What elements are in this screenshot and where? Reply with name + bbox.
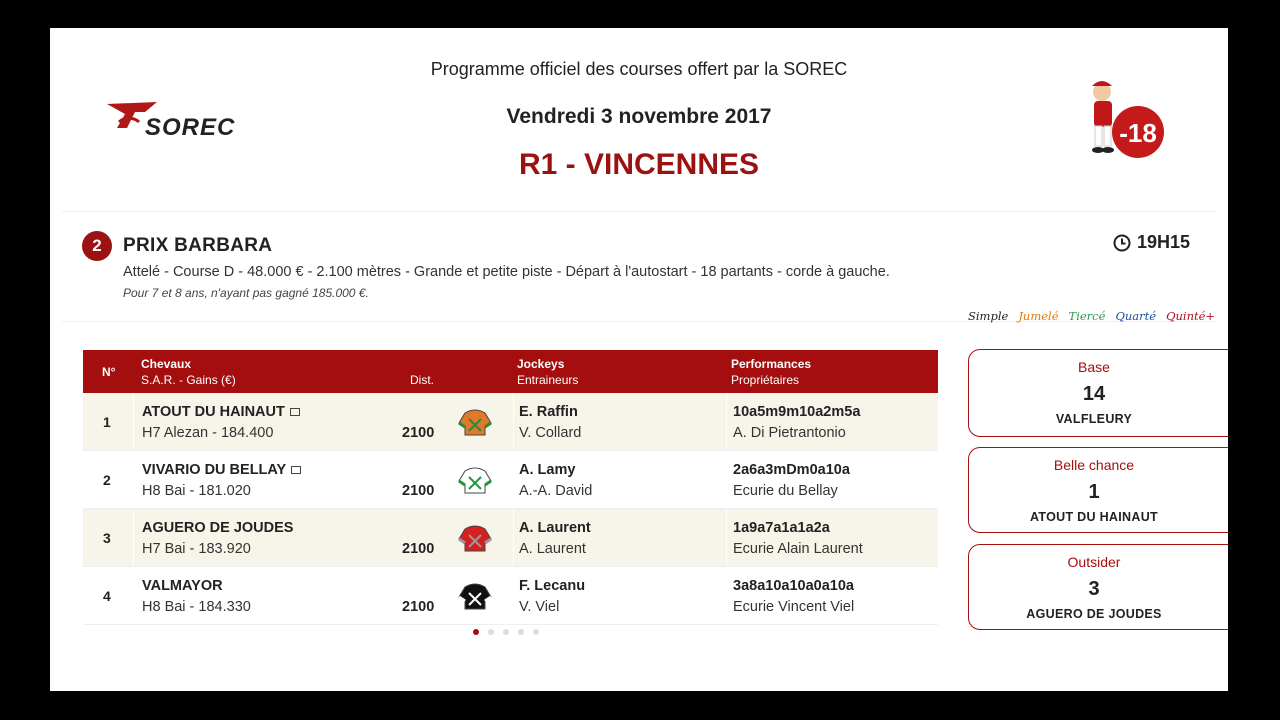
- owner-name: Ecurie Vincent Viel: [733, 599, 855, 615]
- runner-distance: 2100: [402, 599, 435, 615]
- pagination-dot[interactable]: [473, 629, 479, 635]
- col-jockeys-sub: Entraineurs: [517, 373, 579, 387]
- pronostic-card: [968, 447, 1228, 533]
- program-subtitle: Programme officiel des courses offert par la SOREC: [430, 59, 848, 79]
- pronostic-card: [968, 544, 1228, 630]
- race-conditions: Pour 7 et 8 ans, n'ayant pas gagné 185.000 €.: [123, 286, 369, 300]
- col-horses-sub: S.A.R. - Gains (€): [141, 373, 236, 387]
- pronostic-title: Base: [1078, 359, 1110, 375]
- program-page: [50, 28, 1228, 691]
- column-divider: [133, 393, 134, 450]
- pronostic-number: 1: [1088, 481, 1100, 503]
- bet-types: [968, 309, 1215, 323]
- jockey-silk-icon: [457, 523, 493, 553]
- age-badge-text: -18: [1119, 118, 1157, 148]
- col-dist: Dist.: [410, 373, 434, 387]
- horse-info: H7 Alezan - 184.400: [142, 425, 274, 441]
- col-jockeys: Jockeys: [517, 357, 565, 371]
- runner-number: 3: [103, 530, 111, 546]
- pagination-dot[interactable]: [533, 629, 539, 635]
- column-divider: [726, 509, 727, 566]
- horse-info: H8 Bai - 181.020: [142, 483, 251, 499]
- runner-number: 4: [103, 588, 111, 604]
- bet-type-label[interactable]: Quarté: [1115, 309, 1157, 323]
- race-number-badge: 2: [82, 231, 112, 261]
- owner-name: Ecurie Alain Laurent: [733, 541, 863, 557]
- horse-name-text: VALMAYOR: [142, 578, 223, 594]
- performances: 1a9a7a1a1a2a: [733, 520, 830, 536]
- horse-info-icon: [291, 466, 301, 474]
- column-divider: [133, 567, 134, 624]
- bet-type-label[interactable]: Simple: [968, 309, 1009, 323]
- clock-icon: [1113, 234, 1131, 252]
- jockey-name: E. Raffin: [519, 404, 578, 420]
- sorec-logo-text: SOREC: [145, 114, 236, 141]
- performances: 3a8a10a10a0a10a: [733, 578, 854, 594]
- column-divider: [726, 451, 727, 508]
- pronostic-number: 3: [1088, 578, 1100, 600]
- trainer-name: A. Laurent: [519, 541, 586, 557]
- race-description: Attelé - Course D - 48.000 € - 2.100 mètres - Grande et petite piste - Départ à l'autostart - 18 partants - corde à gauche.: [123, 264, 890, 280]
- pagination-dot[interactable]: [518, 629, 524, 635]
- header-divider: [62, 211, 1216, 212]
- pagination-dots: [473, 629, 539, 635]
- horse-name[interactable]: [142, 462, 301, 478]
- performances: 10a5m9m10a2m5a: [733, 404, 861, 420]
- column-divider: [513, 509, 514, 566]
- col-perf: Performances: [731, 357, 812, 371]
- runner-number: 1: [103, 414, 111, 430]
- horse-name-text: AGUERO DE JOUDES: [142, 520, 294, 536]
- runner-distance: 2100: [402, 483, 435, 499]
- runners-table-body: [83, 393, 938, 625]
- trainer-name: V. Viel: [519, 599, 560, 615]
- column-divider: [726, 567, 727, 624]
- runners-table-header: [83, 350, 938, 393]
- col-horses: Chevaux: [141, 357, 192, 371]
- runner-distance: 2100: [402, 425, 435, 441]
- pronostic-horse: ATOUT DU HAINAUT: [1030, 510, 1158, 524]
- horse-name[interactable]: [142, 520, 293, 536]
- horse-name[interactable]: [142, 404, 300, 420]
- horse-name-text: ATOUT DU HAINAUT: [142, 404, 285, 420]
- column-divider: [133, 451, 134, 508]
- pagination-dot[interactable]: [503, 629, 509, 635]
- runners-table: [83, 350, 938, 625]
- column-divider: [726, 393, 727, 450]
- col-perf-sub: Propriétaires: [731, 373, 800, 387]
- jockey-silk-icon: [457, 465, 493, 495]
- owner-name: A. Di Pietrantonio: [733, 425, 846, 441]
- bet-type-label[interactable]: Jumelé: [1018, 309, 1059, 323]
- horse-name-text: VIVARIO DU BELLAY: [142, 462, 287, 478]
- trainer-name: A.-A. David: [519, 483, 593, 499]
- jockey-name: F. Lecanu: [519, 578, 586, 594]
- trainer-name: V. Collard: [519, 425, 582, 441]
- column-divider: [133, 509, 134, 566]
- jockey-name: A. Lamy: [519, 462, 576, 478]
- race-name: PRIX BARBARA: [123, 235, 273, 256]
- col-num: N°: [102, 365, 116, 379]
- jockey-silk-icon: [457, 581, 493, 611]
- pronostic-card: [968, 349, 1228, 437]
- owner-name: Ecurie du Bellay: [733, 483, 838, 499]
- runner-number: 2: [103, 472, 111, 488]
- horse-info-icon: [290, 408, 300, 416]
- performances: 2a6a3mDm0a10a: [733, 462, 850, 478]
- column-divider: [513, 393, 514, 450]
- jockey-silk-icon: [457, 407, 493, 437]
- horse-name[interactable]: [142, 578, 223, 594]
- horse-info: H8 Bai - 184.330: [142, 599, 251, 615]
- runner-distance: 2100: [402, 541, 435, 557]
- reunion-title: R1 - VINCENNES: [518, 148, 760, 181]
- runner-row[interactable]: [83, 509, 938, 567]
- column-divider: [513, 567, 514, 624]
- pronostic-horse: AGUERO DE JOUDES: [1026, 607, 1162, 621]
- pronostic-number: 14: [1082, 383, 1106, 405]
- runner-row[interactable]: [83, 451, 938, 509]
- horse-info: H7 Bai - 183.920: [142, 541, 251, 557]
- pronostic-title: Belle chance: [1053, 457, 1135, 473]
- runner-row[interactable]: [83, 393, 938, 451]
- column-divider: [513, 451, 514, 508]
- bet-type-label[interactable]: Tiercé: [1068, 309, 1106, 323]
- runner-row[interactable]: [83, 567, 938, 625]
- race-time-text: 19H15: [1137, 232, 1191, 252]
- pronostic-title: Outsider: [1067, 554, 1121, 570]
- pronostic-horse: VALFLEURY: [1055, 412, 1133, 426]
- program-date: Vendredi 3 novembre 2017: [506, 105, 772, 128]
- bet-type-label[interactable]: Quinté+: [1166, 309, 1216, 323]
- race-time: [1113, 232, 1190, 253]
- jockey-name: A. Laurent: [519, 520, 591, 536]
- pagination-dot[interactable]: [488, 629, 494, 635]
- age-restriction-mascot-icon: [1080, 74, 1170, 164]
